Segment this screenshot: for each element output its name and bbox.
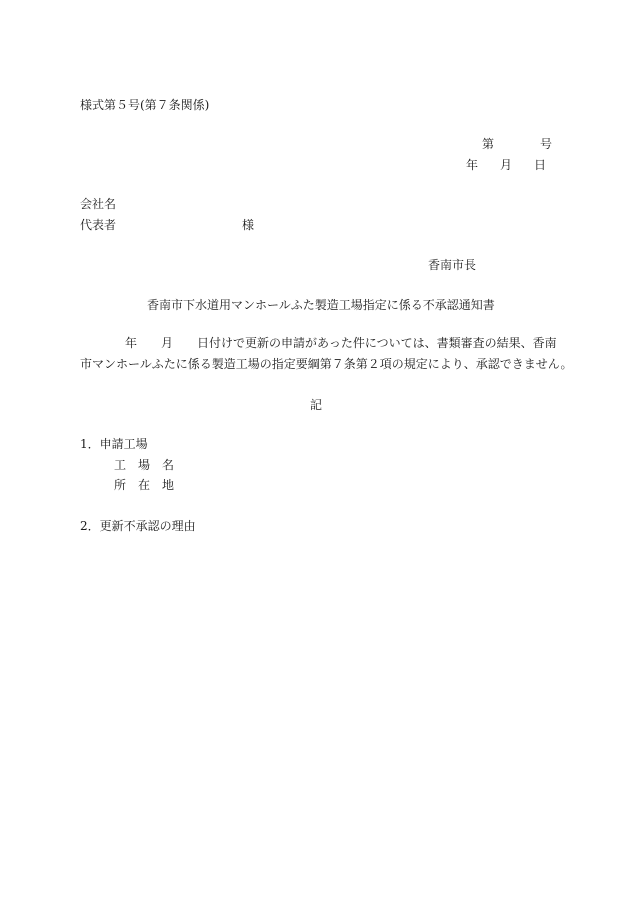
- date-day-label: 日: [534, 158, 547, 172]
- location-label: [114, 477, 174, 493]
- location-char: 在: [138, 478, 151, 492]
- company-name-label: 会社名: [80, 197, 117, 211]
- date-month-label: 月: [500, 158, 513, 172]
- date-year-label: 年: [466, 158, 479, 172]
- document-number-suffix: 号: [540, 137, 553, 151]
- ki-heading: 記: [310, 398, 323, 412]
- body-month-label: 月: [161, 336, 174, 350]
- document-number-prefix: 第: [482, 137, 495, 151]
- factory-name-char: 名: [162, 458, 175, 472]
- location-char: 地: [162, 478, 175, 492]
- honorific-sama: 様: [242, 218, 255, 232]
- factory-name-label: [114, 457, 174, 473]
- body-year-label: 年: [125, 336, 138, 350]
- form-number: 様式第５号(第７条関係): [80, 98, 210, 112]
- item-1-label: 1．申請工場: [80, 437, 148, 451]
- body-text-line-2: 市マンホールふたに係る製造工場の指定要綱第７条第２項の規定により、承認できません。: [80, 357, 573, 371]
- document-title: 香南市下水道用マンホールふた製造工場指定に係る不承認通知書: [147, 298, 495, 312]
- factory-name-char: 工: [114, 458, 127, 472]
- body-text-line-1: 日付けで更新の申請があった件については、書類審査の結果、香南: [197, 336, 557, 350]
- factory-name-char: 場: [138, 458, 151, 472]
- location-char: 所: [114, 478, 127, 492]
- item-2-label: 2．更新不承認の理由: [80, 519, 196, 533]
- representative-label: 代表者: [80, 218, 117, 232]
- issuer-mayor: 香南市長: [428, 258, 477, 272]
